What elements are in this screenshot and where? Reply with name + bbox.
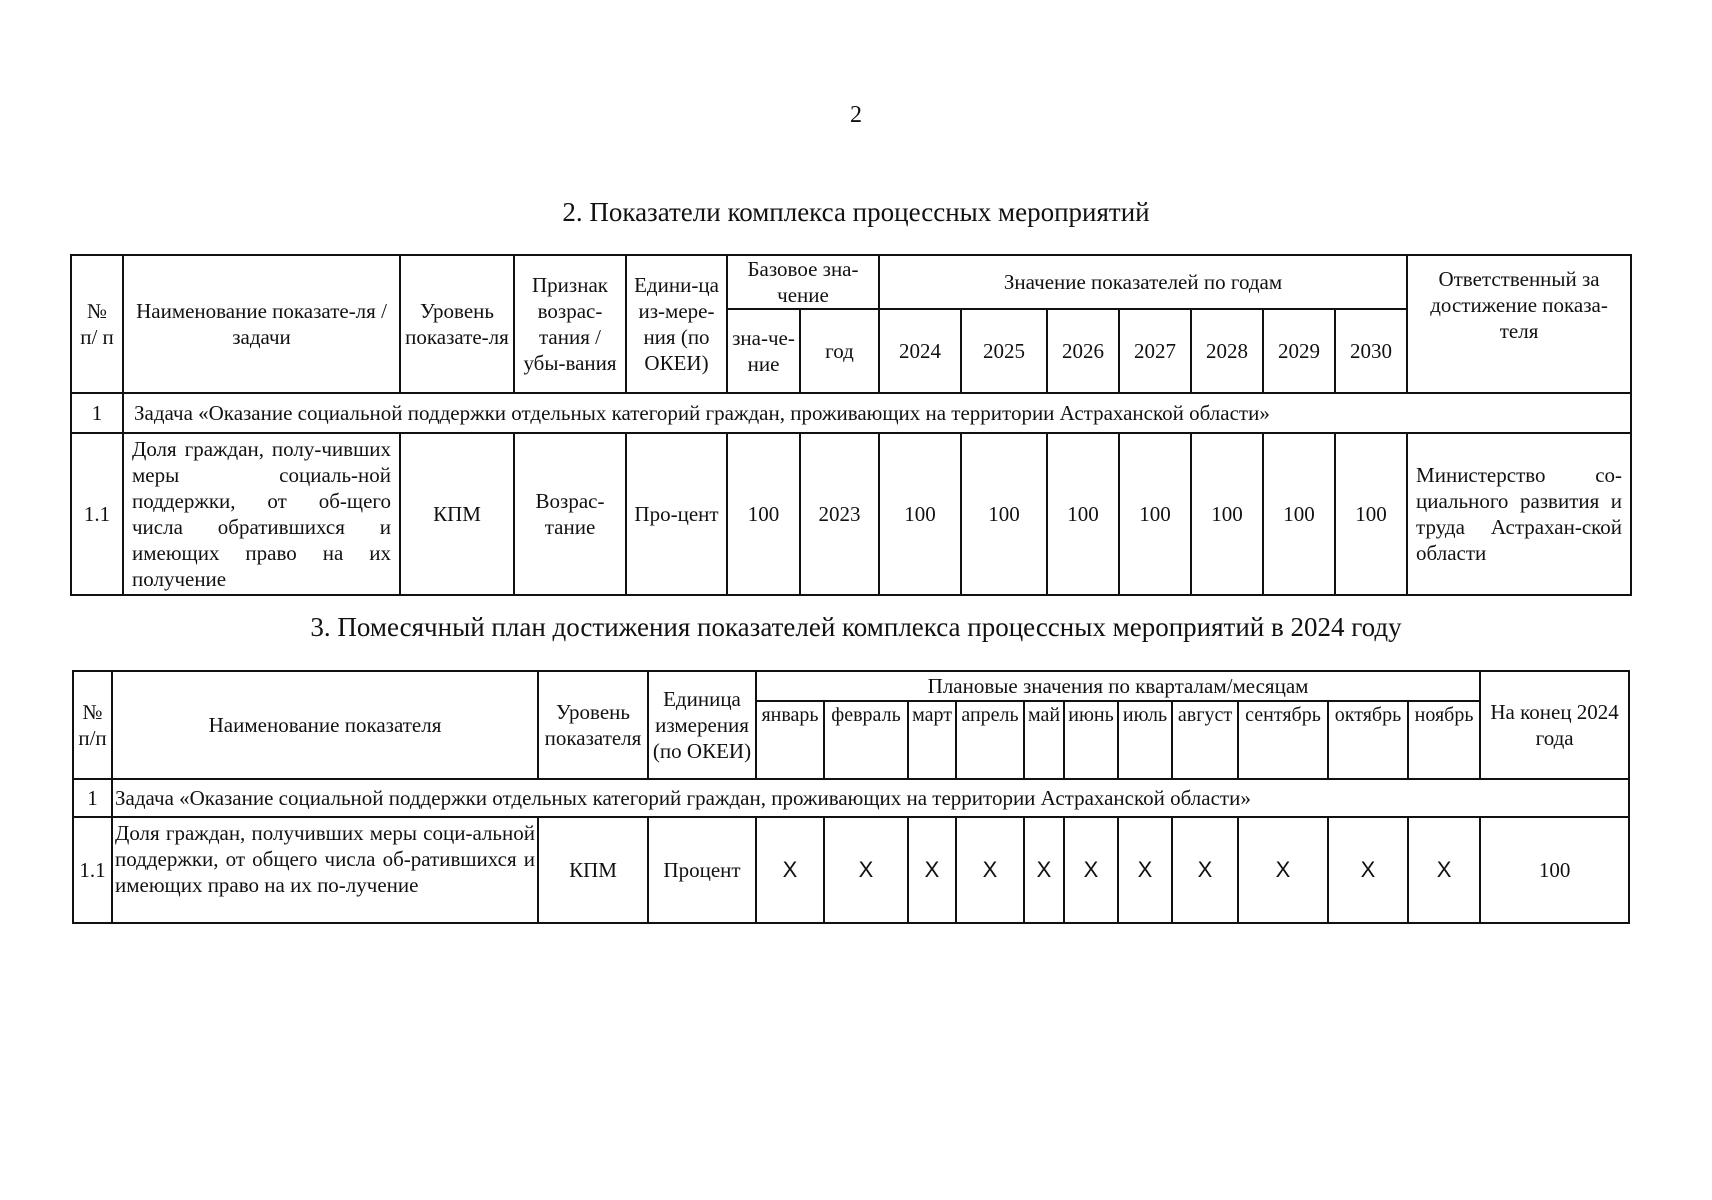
header-month: январь <box>756 701 824 779</box>
row-name: Доля граждан, получивших меры соци-альной поддержки, от общего числа об-ратившихся и имеющих право на их по-лучение <box>112 817 538 923</box>
header-year: 2025 <box>961 309 1047 393</box>
row-name: Доля граждан, полу-чивших меры социаль-ной поддержки, от об-щего числа обратившихся и имеющих право на их получение <box>123 433 400 595</box>
header-name: Наименование показате-ля / задачи <box>123 255 400 393</box>
header-month: август <box>1172 701 1238 779</box>
header-month: июль <box>1118 701 1172 779</box>
row-value: 100 <box>961 433 1047 595</box>
header-unit: Едини-ца из-мере-ния (по ОКЕИ) <box>626 255 727 393</box>
header-year: 2026 <box>1047 309 1119 393</box>
header-unit: Единица измерения (по ОКЕИ) <box>648 671 756 779</box>
row-value: 100 <box>1335 433 1407 595</box>
section-3-title: 3. Помесячный план достижения показателей комплекса процессных мероприятий в 2024 году <box>310 612 1402 642</box>
row-responsible: Министерство со-циального развития и труда Астрахан-ской области <box>1407 433 1631 595</box>
header-year: 2028 <box>1191 309 1263 393</box>
header-level: Уровень показате-ля <box>400 255 514 393</box>
row-value: 100 <box>1119 433 1191 595</box>
header-month: апрель <box>956 701 1024 779</box>
row-base-year: 2023 <box>800 433 879 595</box>
row-value: 100 <box>1191 433 1263 595</box>
indicators-table <box>70 254 1632 596</box>
header-month: октябрь <box>1328 701 1408 779</box>
header-plan-group: Плановые значения по кварталам/месяцам <box>756 671 1480 701</box>
row-month-value: X <box>1238 817 1328 923</box>
header-num: № п/ п <box>71 255 123 393</box>
header-month: ноябрь <box>1408 701 1480 779</box>
section-2-title: 2. Показатели комплекса процессных мероприятий <box>562 197 1150 227</box>
header-base: Базовое зна-чение <box>727 255 879 309</box>
header-end: На конец 2024 года <box>1480 671 1629 779</box>
header-year: 2030 <box>1335 309 1407 393</box>
header-month: май <box>1024 701 1064 779</box>
row-sign: Возрас-тание <box>514 433 626 595</box>
row-month-value: X <box>1064 817 1118 923</box>
header-years-group: Значение показателей по годам <box>879 255 1407 309</box>
header-year: 2024 <box>879 309 961 393</box>
header-responsible: Ответственный за достижение показа-теля <box>1407 255 1631 393</box>
row-unit: Про-цент <box>626 433 727 595</box>
task-num: 1 <box>73 779 112 817</box>
row-level: КПМ <box>538 817 648 923</box>
row-value: 100 <box>879 433 961 595</box>
table-row <box>71 433 1631 595</box>
header-name: Наименование показателя <box>112 671 538 779</box>
header-month: сентябрь <box>1238 701 1328 779</box>
header-month: февраль <box>824 701 908 779</box>
row-month-value: X <box>1024 817 1064 923</box>
task-row <box>71 393 1631 433</box>
task-row <box>73 779 1629 817</box>
task-text: Задача «Оказание социальной поддержки отдельных категорий граждан, проживающих на территории Астраханской области» <box>112 779 1629 817</box>
row-month-value: X <box>824 817 908 923</box>
row-month-value: X <box>956 817 1024 923</box>
row-month-value: X <box>908 817 956 923</box>
row-num: 1.1 <box>73 817 112 923</box>
row-month-value: X <box>1172 817 1238 923</box>
header-base-year: год <box>800 309 879 393</box>
row-month-value: X <box>1408 817 1480 923</box>
header-sign: Признак возрас-тания / убы-вания <box>514 255 626 393</box>
row-month-value: X <box>1118 817 1172 923</box>
row-value: 100 <box>1263 433 1335 595</box>
row-level: КПМ <box>400 433 514 595</box>
task-text: Задача «Оказание социальной поддержки отдельных категорий граждан, проживающих на территории Астраханской области» <box>123 393 1631 433</box>
row-value: 100 <box>1047 433 1119 595</box>
monthly-plan-table <box>72 670 1630 924</box>
row-month-value: X <box>1328 817 1408 923</box>
header-num: № п/п <box>73 671 112 779</box>
row-unit: Процент <box>648 817 756 923</box>
header-base-value: зна-че-ние <box>727 309 800 393</box>
header-month: март <box>908 701 956 779</box>
header-month: июнь <box>1064 701 1118 779</box>
row-num: 1.1 <box>71 433 123 595</box>
page-number: 2 <box>850 102 862 128</box>
table-row <box>73 817 1629 923</box>
header-year: 2029 <box>1263 309 1335 393</box>
task-num: 1 <box>71 393 123 433</box>
row-end-value: 100 <box>1480 817 1629 923</box>
row-base-value: 100 <box>727 433 800 595</box>
row-month-value: X <box>756 817 824 923</box>
header-year: 2027 <box>1119 309 1191 393</box>
header-level: Уровень показателя <box>538 671 648 779</box>
